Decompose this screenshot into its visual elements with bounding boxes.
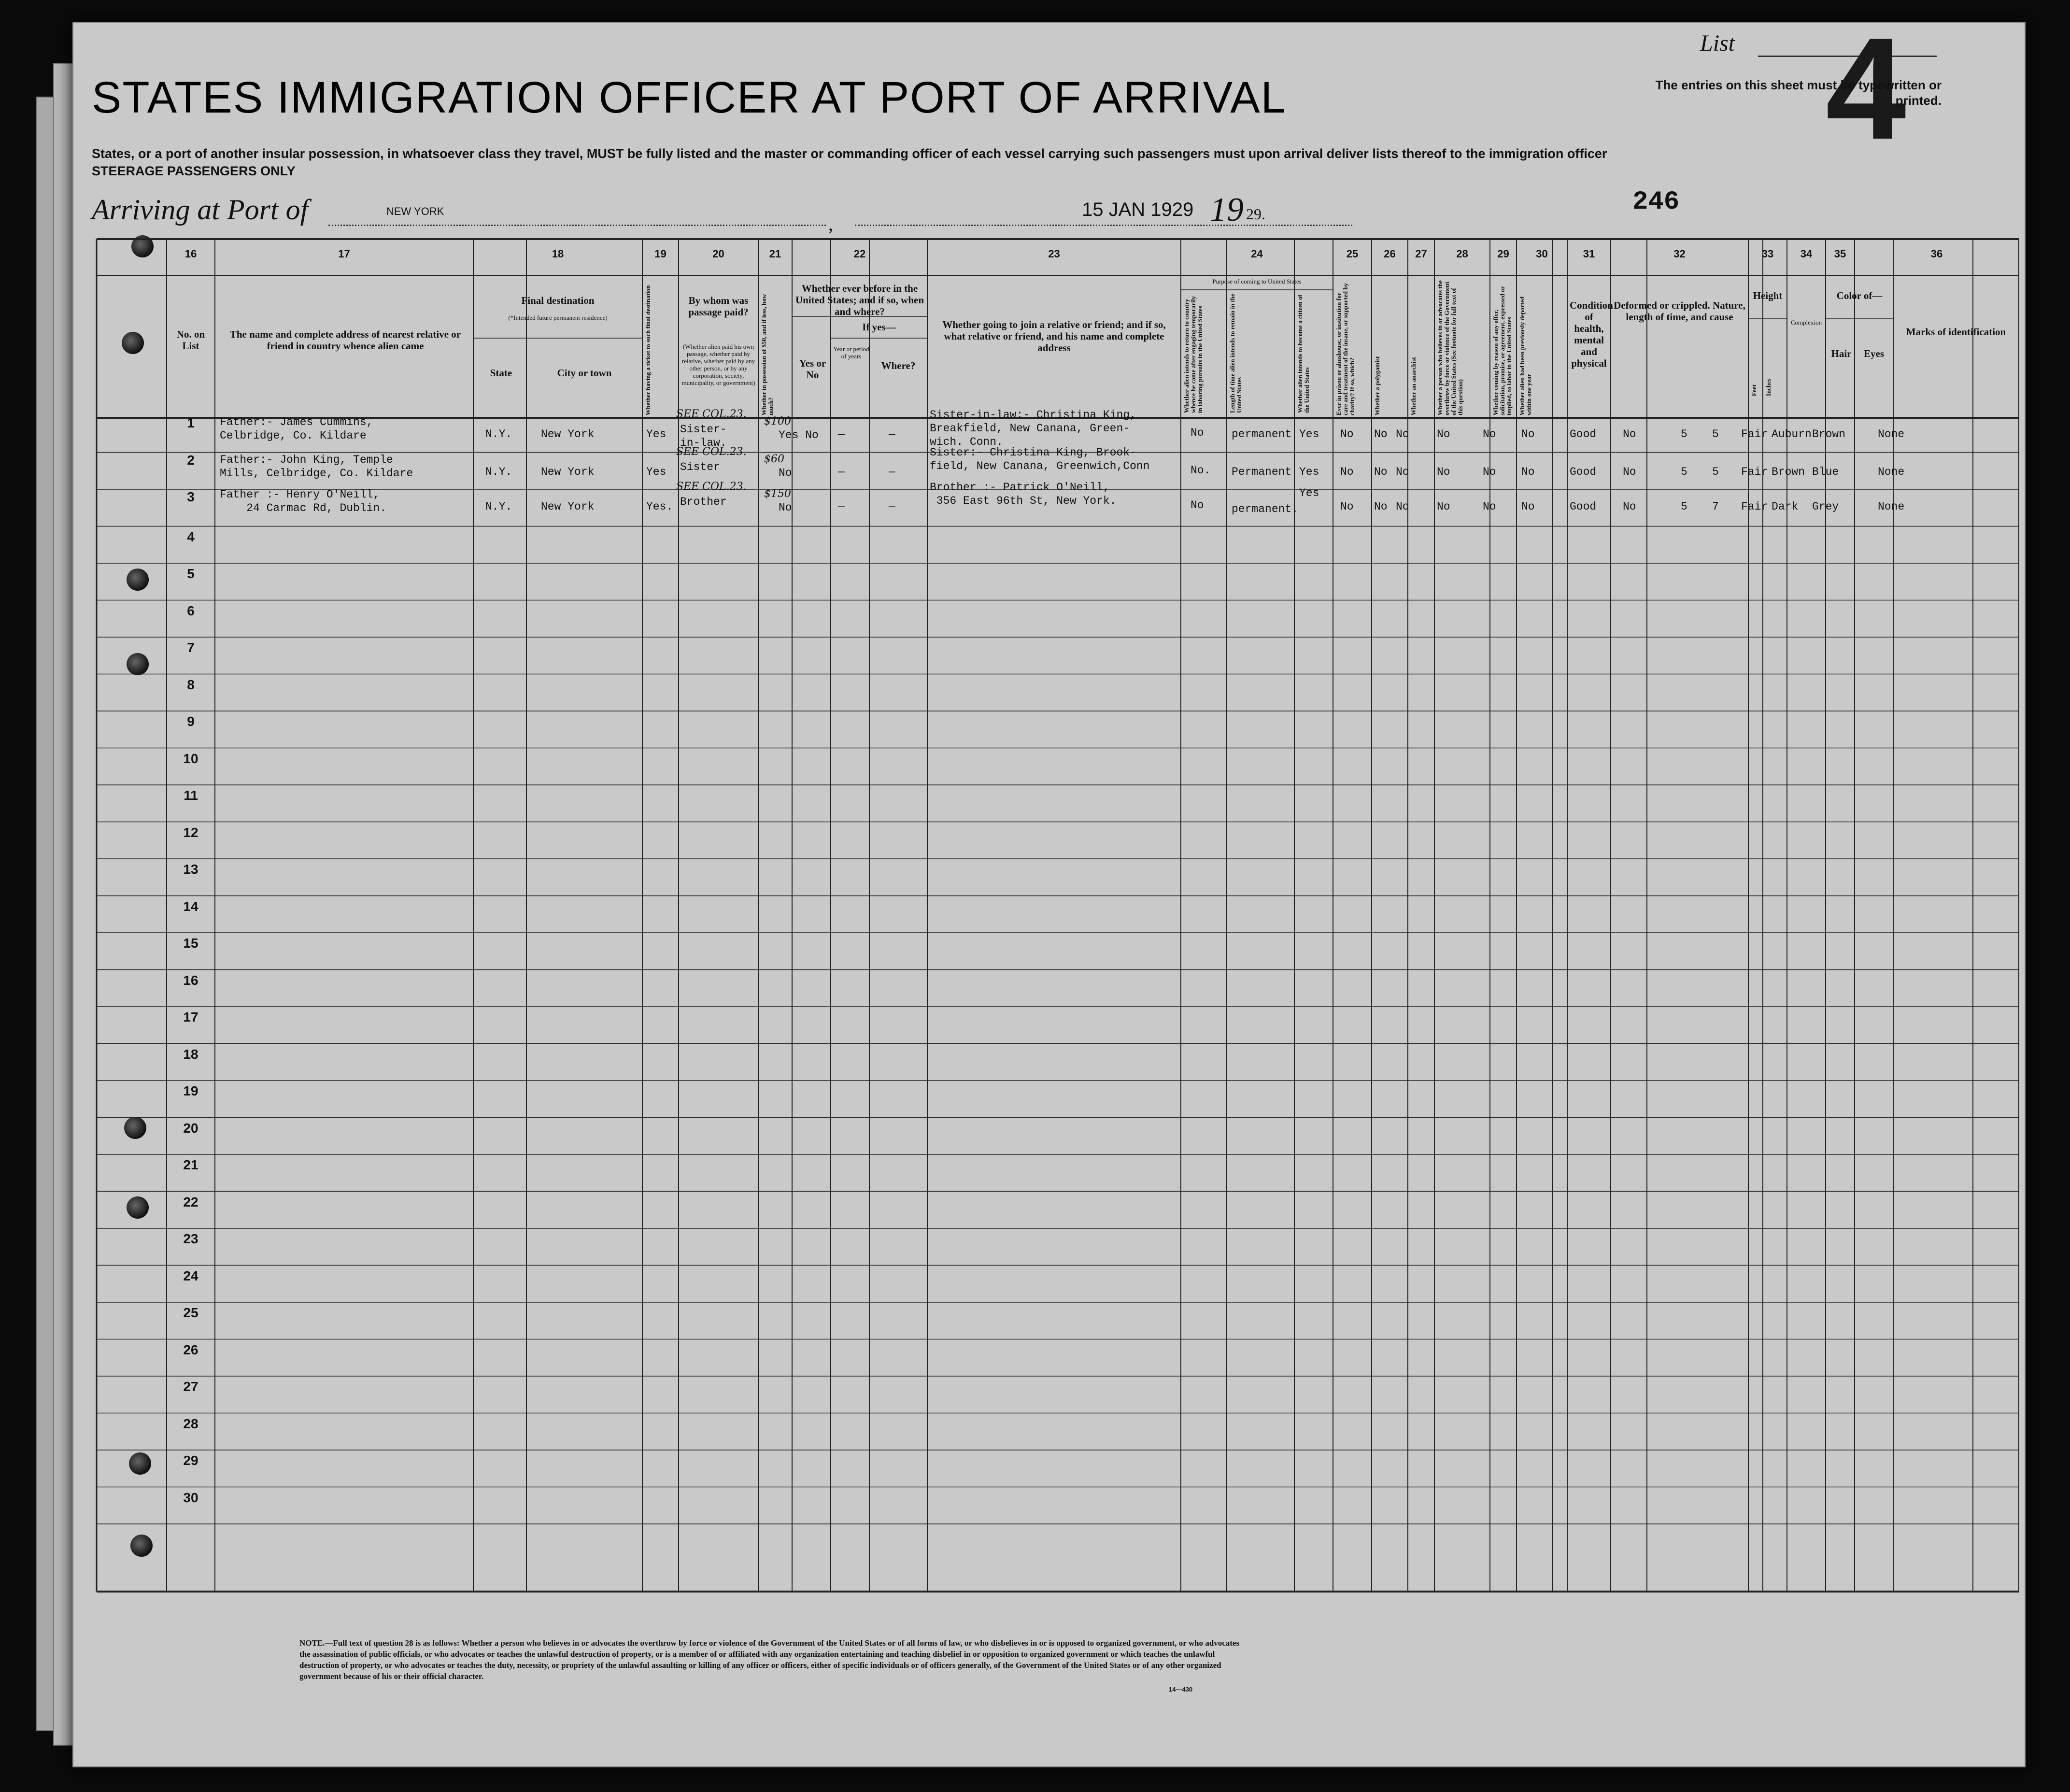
marks-cell: None	[1878, 500, 1905, 513]
join-relative-cell: Sister-in-law:- Christina King, Breakfield, New Canana, Green- wich. Conn.	[930, 409, 1136, 448]
feet-cell: 5	[1681, 428, 1687, 441]
deported-cell: No	[1521, 500, 1535, 513]
column-number: 31	[1583, 248, 1595, 260]
where-cell: —	[889, 500, 895, 513]
nearest-relative-cell: Father :- Henry O'Neill, 24 Carmac Rd, Dublin.	[220, 488, 387, 514]
nearest-relative-cell: Father:- James Cummins, Celbridge, Co. Kildare	[220, 416, 373, 442]
row-number: 12	[183, 825, 198, 840]
anarchist-cell: No	[1396, 428, 1409, 441]
length-of-stay-cell: permanent	[1232, 428, 1292, 441]
column-number: 26	[1384, 248, 1396, 260]
passage-paid-cell: Sister	[680, 461, 720, 473]
return-intent-cell: No	[1191, 499, 1204, 512]
see-col-23-note: SEE COL.23.	[676, 408, 747, 420]
join-relative-cell: Sister:- Christina King, Brook- field, New Canana, Greenwich,Conn	[930, 446, 1150, 472]
city-cell: New York	[541, 500, 595, 513]
polygamist-cell: No	[1374, 466, 1388, 478]
header-prison: Ever in prison or almshouse, or institution for care and treatment of the insane, or supported by charity? If so, which?	[1335, 283, 1356, 415]
column-number: 18	[552, 248, 564, 260]
row-number: 20	[183, 1120, 198, 1136]
eyes-cell: Brown	[1812, 428, 1846, 441]
return-intent-cell: No.	[1191, 464, 1211, 477]
row-number: 17	[183, 1010, 198, 1024]
header-complexion: Complexion	[1790, 319, 1822, 326]
header-passage-paid: By whom was passage paid?	[688, 295, 749, 318]
eyes-cell: Grey	[1812, 500, 1839, 513]
header-before-in-us: Whether ever before in the United States; and if so, when and where?	[795, 283, 924, 317]
see-col-23-note: SEE COL.23.	[676, 481, 747, 493]
row-number: 11	[184, 788, 198, 803]
column-number: 22	[853, 248, 866, 260]
state-cell: N.Y.	[485, 428, 512, 441]
city-cell: New York	[541, 466, 595, 478]
column-number: 20	[712, 248, 724, 260]
hair-cell: Auburn	[1772, 428, 1812, 441]
header-passage-paid-note: (Whether alien paid his own passage, whether paid by relative, whether paid by any other person, or by any corporation, society, municipality, or government)	[681, 343, 755, 386]
form-number: 14—430	[1169, 1686, 1193, 1693]
row-number: 5	[187, 566, 195, 581]
header-money: Whether in possession of $50, and if less, how much?	[760, 294, 774, 415]
hair-cell: Brown	[1772, 466, 1805, 478]
column-number: 28	[1456, 248, 1468, 260]
comma: ,	[828, 213, 833, 235]
row-number: 4	[187, 529, 195, 544]
question-28-cell: No	[1437, 428, 1450, 441]
steerage-label: STEERAGE PASSENGERS ONLY	[92, 164, 296, 178]
header-feet: Feet	[1750, 384, 1758, 396]
page-title: STATES IMMIGRATION OFFICER AT PORT OF ARRIVAL	[92, 73, 1287, 122]
column-number: 29	[1497, 248, 1509, 260]
row-number: 6	[187, 603, 195, 618]
health-cell: Good	[1570, 428, 1597, 441]
money-cell: $100	[764, 415, 791, 427]
header-if-yes: If yes—	[862, 321, 896, 333]
column-number: 35	[1834, 248, 1846, 260]
header-year: Year or period of years	[833, 345, 869, 360]
port-value: NEW YORK	[386, 205, 444, 217]
ticket-cell: Yes	[646, 428, 666, 441]
marks-cell: None	[1878, 428, 1905, 441]
eyes-cell: Blue	[1812, 466, 1839, 478]
ticket-cell: Yes	[646, 466, 666, 478]
nearest-relative-cell: Father:- John King, Temple Mills, Celbridge, Co. Kildare	[220, 454, 413, 480]
column-number: 27	[1415, 248, 1427, 260]
header-color-of: Color of—	[1836, 290, 1883, 301]
row-number: 3	[187, 489, 195, 504]
hair-cell: Dark	[1772, 500, 1799, 513]
complexion-cell: Fair	[1741, 500, 1768, 513]
inches-cell: 5	[1712, 428, 1719, 441]
header-inches: Inches	[1765, 378, 1772, 396]
instructions-line: States, or a port of another insular possession, in whatsoever class they travel, MUST be fully listed and the master or commanding officer of each vessel carrying such passengers must upon arrival deliver lists thereof to the immigration officer	[92, 146, 1607, 161]
feet-cell: 5	[1681, 466, 1687, 478]
row-number: 27	[183, 1379, 198, 1394]
money-cell: $150	[764, 488, 791, 500]
header-ticket: Whether having a ticket to such final destination	[644, 285, 652, 415]
complexion-cell: Fair	[1741, 466, 1768, 478]
state-cell: N.Y.	[485, 466, 512, 478]
header-labor-offer: Whether coming by reason of any offer, solicitation, promise, or agreement, expressed or implied, to labor in the United States	[1492, 286, 1513, 415]
deported-cell: No	[1521, 428, 1535, 441]
prison-cell: No	[1340, 428, 1354, 441]
row-number: 24	[183, 1268, 198, 1283]
citizen-intent-cell: Yes	[1299, 487, 1319, 499]
row-number: 22	[183, 1194, 198, 1209]
row-number: 15	[183, 936, 198, 951]
before-in-us-cell: No	[779, 501, 792, 514]
city-cell: New York	[541, 428, 595, 441]
before-in-us-cell: No	[779, 467, 792, 479]
list-label: List	[1700, 30, 1735, 56]
header-return-intent: Whether alien intends to return to country whence he came after engaging temporarily in laboring pursuits in the United States	[1183, 296, 1204, 413]
header-going-to-join: Whether going to join a relative or friend; and if so, what relative or friend, and his name and complete address	[942, 319, 1166, 354]
year-cell: —	[838, 466, 845, 478]
anarchist-cell: No	[1396, 466, 1409, 478]
header-citizen-intent: Whether alien intends to become a citizen of the United States	[1296, 295, 1310, 413]
header-eyes: Eyes	[1864, 348, 1884, 359]
column-number: 19	[654, 248, 666, 260]
row-number: 18	[183, 1046, 198, 1062]
inches-cell: 7	[1712, 500, 1719, 513]
header-final-destination-note: (*Intended future permanent residence)	[508, 314, 608, 321]
row-number: 1	[187, 415, 195, 430]
marks-cell: None	[1878, 466, 1905, 478]
passage-paid-cell: Brother	[680, 496, 727, 508]
complexion-cell: Fair	[1741, 428, 1768, 441]
deported-cell: No	[1521, 466, 1535, 478]
column-number: 34	[1800, 248, 1813, 260]
polygamist-cell: No	[1374, 500, 1388, 513]
row-number: 14	[183, 898, 198, 914]
where-cell: —	[889, 428, 895, 441]
row-number: 23	[183, 1231, 198, 1246]
money-cell: $60	[764, 453, 784, 465]
header-final-destination: Final destination	[521, 295, 595, 306]
passage-paid-cell: Sister- in-law.	[680, 423, 727, 449]
header-health: Condition of health, mental and physical	[1570, 299, 1613, 369]
column-number: 24	[1251, 248, 1263, 260]
row-number: 19	[183, 1083, 198, 1098]
state-cell: N.Y.	[485, 500, 512, 513]
deformed-cell: No	[1623, 428, 1636, 441]
header-marks: Marks of identification	[1906, 326, 2006, 338]
row-number: 2	[187, 452, 195, 468]
year-cell: —	[838, 428, 845, 441]
row-number: 13	[183, 862, 198, 877]
prison-cell: No	[1340, 466, 1354, 478]
see-col-23-note: SEE COL.23.	[676, 446, 747, 458]
where-cell: —	[889, 466, 895, 478]
health-cell: Good	[1570, 466, 1597, 478]
header-deformed: Deformed or crippled. Nature, length of time, and cause	[1614, 299, 1745, 323]
header-height: Height	[1753, 290, 1783, 301]
column-number: 16	[184, 248, 197, 260]
feet-cell: 5	[1681, 500, 1687, 513]
return-intent-cell: No	[1191, 427, 1204, 439]
header-where: Where?	[881, 360, 916, 371]
length-of-stay-cell: permanent.	[1232, 503, 1299, 515]
ticket-cell: Yes.	[646, 500, 673, 513]
column-number: 36	[1930, 248, 1943, 260]
deformed-cell: No	[1623, 466, 1636, 478]
before-in-us-cell: Yes No	[779, 429, 819, 441]
health-cell: Good	[1570, 500, 1597, 513]
question-28-cell: No	[1437, 466, 1450, 478]
column-number: 32	[1673, 248, 1686, 260]
row-number: 10	[183, 751, 198, 766]
row-number: 8	[187, 677, 195, 692]
anarchist-cell: No	[1396, 500, 1409, 513]
row-number: 29	[183, 1453, 198, 1468]
year-cell: —	[838, 500, 845, 513]
row-number: 16	[183, 972, 198, 988]
row-number: 26	[183, 1342, 198, 1357]
row-number: 30	[183, 1490, 198, 1505]
row-number: 21	[183, 1157, 198, 1172]
question-28-cell: No	[1437, 500, 1450, 513]
header-state: State	[490, 367, 512, 379]
header-yes-no: Yes or No	[799, 357, 826, 381]
list-number: 4	[1826, 7, 1906, 170]
column-number: 30	[1536, 248, 1548, 260]
header-polygamist: Whether a polygamist	[1374, 356, 1381, 415]
typewritten-note: The entries on this sheet must be typewritten or printed.	[1655, 78, 1942, 108]
citizen-intent-cell: Yes	[1299, 428, 1319, 441]
column-number: 17	[338, 248, 350, 260]
year-prefix: 19	[1210, 191, 1244, 228]
header-no-on-list: No. on List	[176, 328, 205, 352]
length-of-stay-cell: Permanent	[1232, 466, 1292, 478]
inches-cell: 5	[1712, 466, 1719, 478]
column-number: 23	[1048, 248, 1060, 260]
column-number: 33	[1761, 248, 1774, 260]
citizen-intent-cell: Yes	[1299, 466, 1319, 478]
header-anarchist: Whether an anarchist	[1410, 357, 1417, 415]
header-length-of-stay: Length of time alien intends to remain in the United States	[1229, 294, 1243, 413]
header-question-28: Whether a person who believes in or advocates the overthrow by force or violence of the Government of the United States (See footnote for full text of this question)	[1436, 280, 1464, 415]
footnote: NOTE.—Full text of question 28 is as follows: Whether a person who believes in or advocates the overthrow by force or violence of the Government of the United States or of all forms of law, or who disbelieves in or is opposed to organized government, or who advocates the assassination of public officials, or who advocates or teaches the unlawful destruction of property, or is a member of or affiliated with any organization entertaining and teaching disbelief in or opposition to organized government or which teaches the unlawful destruction of property, or who advocates or teaches the duty, necessity, or propriety of the unlawful assaulting or killing of any officer or officers, either of specific individuals or of officers generally, of the Government of the United States or of any other organized government because of his or their official character.	[299, 1638, 1240, 1681]
year-suffix: 29.	[1246, 205, 1265, 223]
header-city: City or town	[557, 367, 612, 379]
column-number: 21	[769, 248, 781, 260]
header-hair: Hair	[1831, 348, 1852, 359]
header-purpose: Purpose of coming to United States	[1212, 278, 1302, 285]
polygamist-cell: No	[1374, 428, 1388, 441]
arriving-label: Arriving at Port of	[92, 194, 309, 226]
join-relative-cell: Brother :- Patrick O'Neill, 356 East 96th St, New York.	[930, 481, 1117, 507]
row-number: 7	[187, 640, 195, 655]
header-deported: Whether alien had been previously deported within one year	[1518, 296, 1532, 415]
labor-offer-cell: No	[1483, 466, 1496, 478]
prison-cell: No	[1340, 500, 1354, 513]
row-number: 25	[183, 1305, 198, 1320]
row-number: 9	[187, 714, 195, 729]
header-nearest-relative: The name and complete address of nearest relative or friend in country whence alien came	[229, 328, 461, 352]
deformed-cell: No	[1623, 500, 1636, 513]
row-number: 28	[183, 1416, 198, 1431]
sheet-number: 246	[1632, 187, 1680, 217]
labor-offer-cell: No	[1483, 500, 1496, 513]
date-stamp: 15 JAN 1929	[1082, 199, 1194, 220]
column-number: 25	[1346, 248, 1359, 260]
labor-offer-cell: No	[1483, 428, 1496, 441]
